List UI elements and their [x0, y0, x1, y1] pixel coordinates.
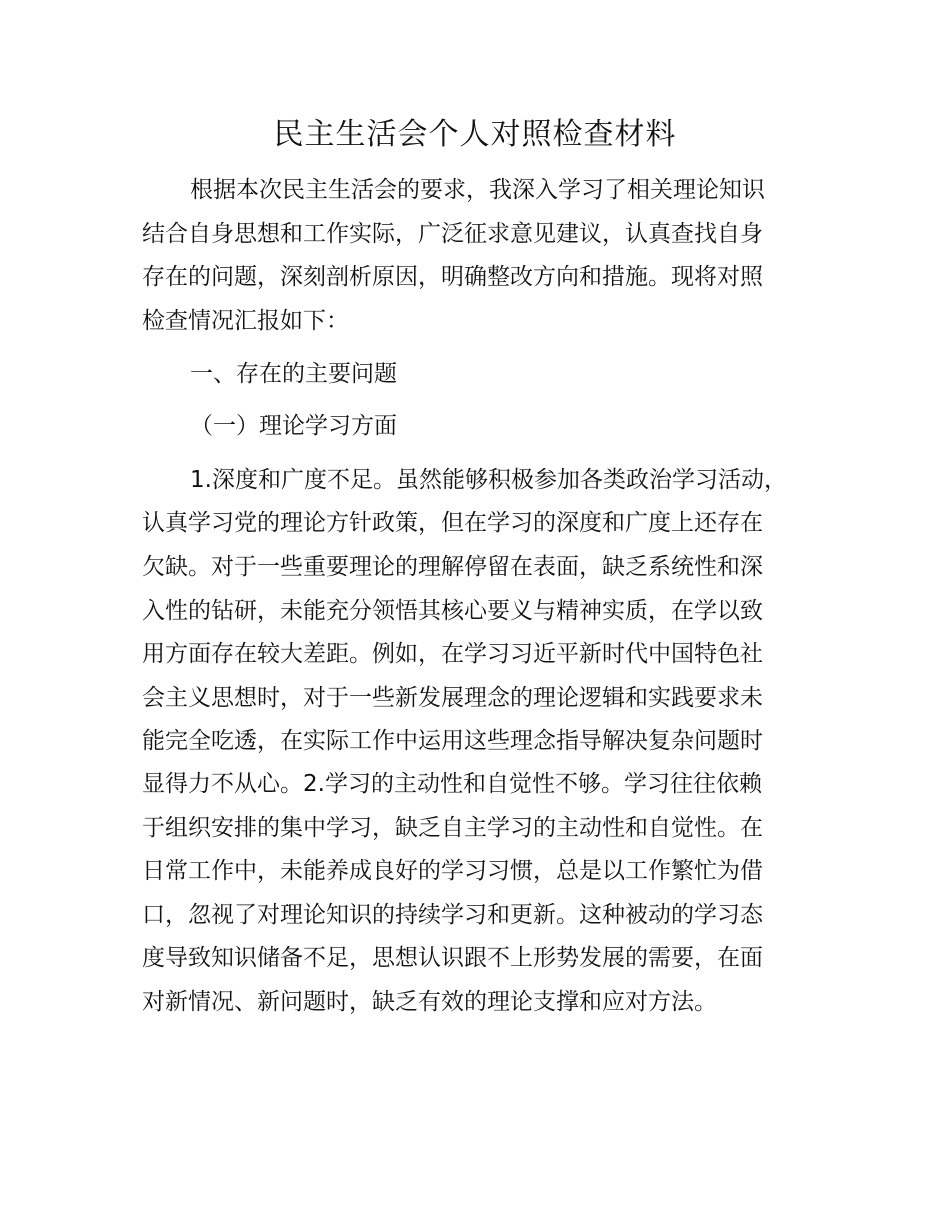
- paragraph-line: 欠缺。对于一些重要理论的理解停留在表面，缺乏系统性和深: [142, 554, 763, 580]
- paragraph-line: 认真学习党的理论方针政策，但在学习的深度和广度上还存在: [142, 510, 763, 536]
- subsection-heading: （一）理论学习方面: [190, 413, 397, 439]
- paragraph-line: 根据本次民主生活会的要求，我深入学习了相关理论知识: [190, 177, 765, 203]
- section-heading: 一、存在的主要问题: [190, 361, 397, 387]
- paragraph-line: 入性的钻研，未能充分领悟其核心要义与精神实质，在学以致: [142, 598, 763, 624]
- paragraph-line: 度导致知识储备不足，思想认识跟不上形势发展的需要，在面: [142, 945, 763, 971]
- paragraph-line: 1.深度和广度不足。虽然能够积极参加各类政治学习活动，: [190, 467, 787, 493]
- paragraph-line: 结合自身思想和工作实际，广泛征求意见建议，认真查找自身: [142, 221, 763, 247]
- paragraph-line: 存在的问题，深刻剖析原因，明确整改方向和措施。现将对照: [142, 264, 763, 290]
- paragraph-line: 口，忽视了对理论知识的持续学习和更新。这种被动的学习态: [142, 902, 763, 928]
- paragraph-line: 检查情况汇报如下：: [142, 308, 349, 334]
- paragraph-line: 用方面存在较大差距。例如，在学习习近平新时代中国特色社: [142, 641, 763, 667]
- paragraph-line: 于组织安排的集中学习，缺乏自主学习的主动性和自觉性。在: [142, 815, 763, 841]
- paragraph-line: 能完全吃透，在实际工作中运用这些理念指导解决复杂问题时: [142, 728, 763, 754]
- paragraph-line: 日常工作中，未能养成良好的学习习惯，总是以工作繁忙为借: [142, 858, 763, 884]
- document-title: 民主生活会个人对照检查材料: [273, 117, 677, 152]
- paragraph-line: 会主义思想时，对于一些新发展理念的理论逻辑和实践要求未: [142, 685, 763, 711]
- paragraph-line: 显得力不从心。2.学习的主动性和自觉性不够。学习往往依赖: [142, 771, 762, 797]
- paragraph-line: 对新情况、新问题时，缺乏有效的理论支撑和应对方法。: [142, 989, 717, 1015]
